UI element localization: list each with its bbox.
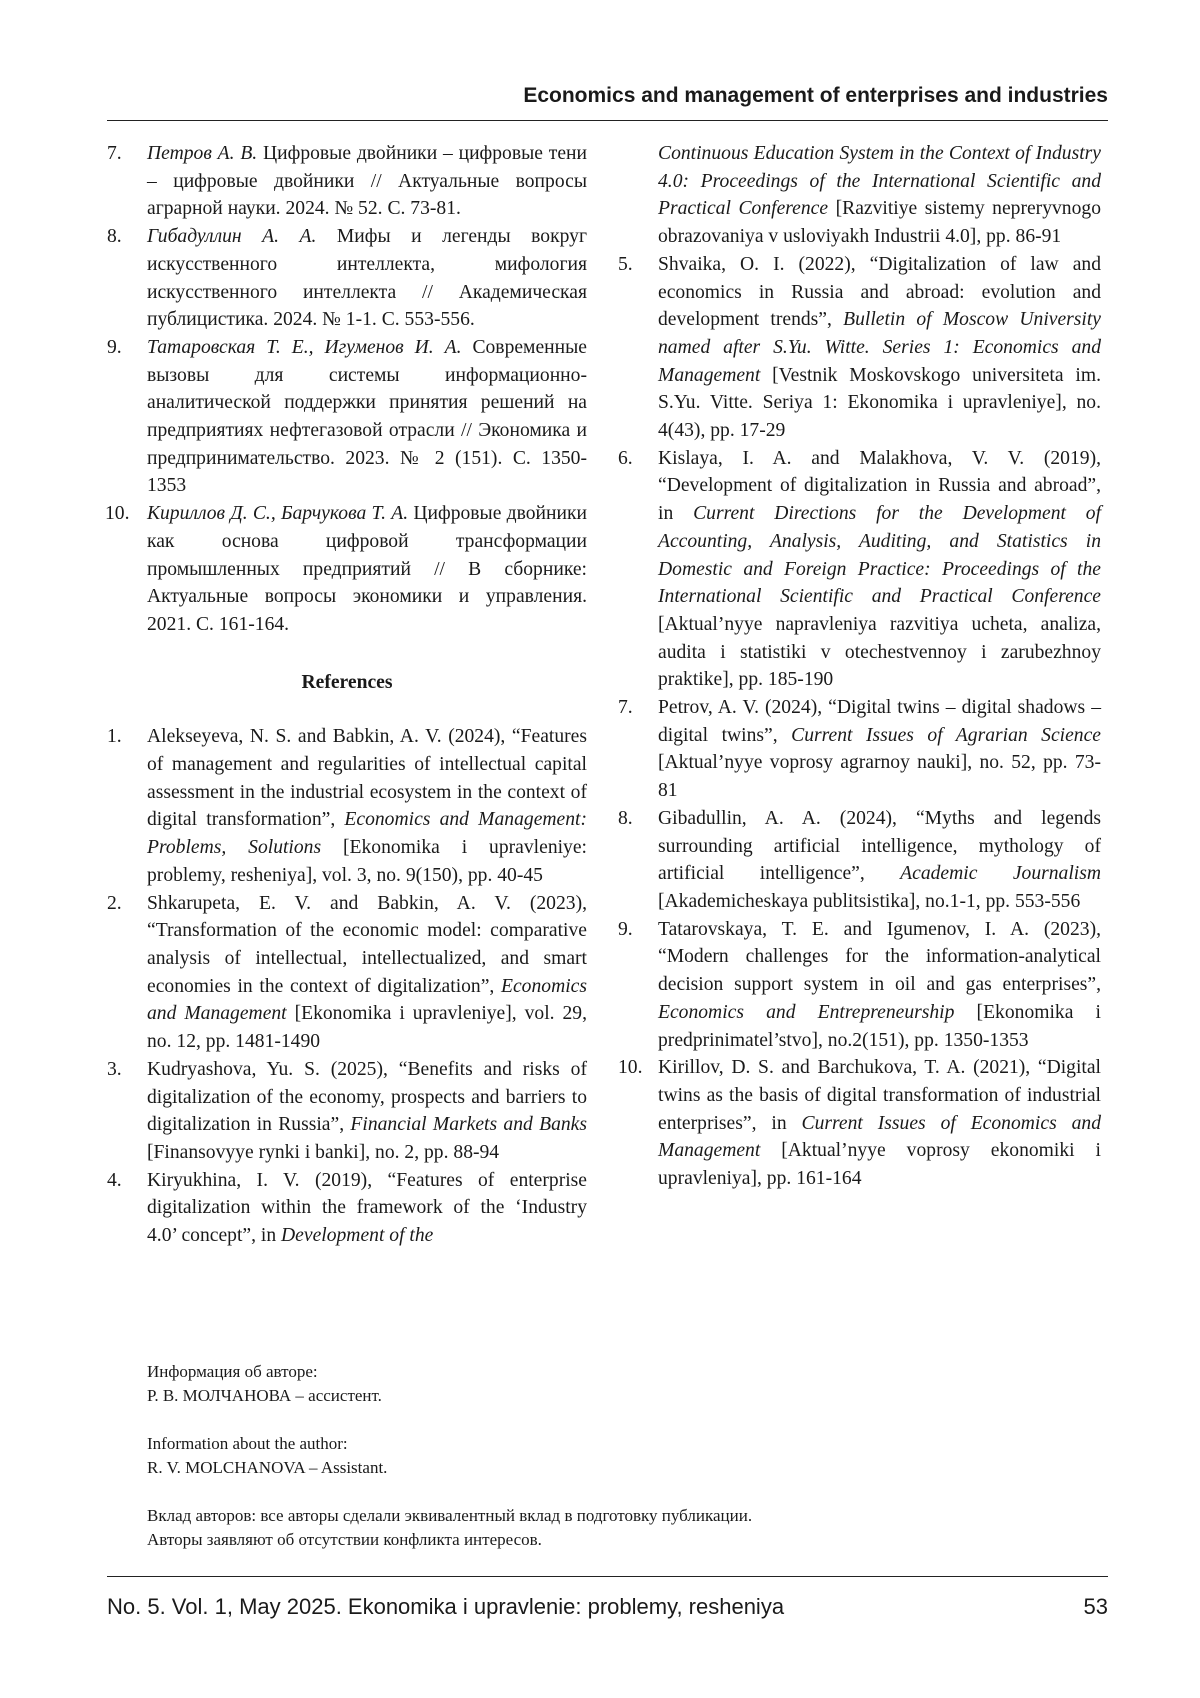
reference-item xyxy=(107,890,587,1056)
reference-text: Tatarovskaya, T. E. and Igumenov, I. A. (2023), “Modern challenges for the information-analytical decision support system in oil and gas enterprises”, xyxy=(658,919,1101,995)
footer-journal-info: No. 5. Vol. 1, May 2025. Ekonomika i upravlenie: problemy, resheniya xyxy=(107,1592,784,1622)
reference-number: 7. xyxy=(107,140,122,168)
reference-number: 8. xyxy=(107,223,122,251)
author-name-ru: Р. В. МОЛЧАНОВА – ассистент. xyxy=(147,1384,1047,1408)
reference-number: 1. xyxy=(107,723,122,751)
reference-details: [Aktual’nyye voprosy ekonomiki i upravleniya], pp. 161-164 xyxy=(658,1140,1101,1189)
reference-number: 6. xyxy=(618,445,633,473)
reference-item xyxy=(618,445,1101,694)
reference-text: Цифровые двойники как основа цифровой трансформации промышленных предприятий // В сборнике: Актуальные вопросы экономики и управления. 2021. С. 161-164. xyxy=(147,503,587,635)
russian-reference-list xyxy=(107,140,587,639)
reference-text: Petrov, A. V. (2024), “Digital twins – digital shadows – digital twins”, xyxy=(658,697,1101,746)
reference-item xyxy=(618,251,1101,445)
reference-text: Мифы и легенды вокруг искусственного интеллекта, мифология искусственного интеллекта // Академическая публицистика. 2024. № 1-1. С. 553-556. xyxy=(147,226,587,330)
reference-continuation xyxy=(618,140,1101,251)
journal-page xyxy=(0,0,1200,1698)
reference-journal: Current Directions for the Development of Accounting, Analysis, Auditing, and Statistics in Domestic and Foreign Practice: Proceedings of the International Scientific and Practical Conference xyxy=(658,503,1101,607)
reference-item xyxy=(618,694,1101,805)
reference-details: [Aktual’nyye napravleniya razvitiya ucheta, analiza, audita i statistiki v otechestvennoy i zarubezhnoy praktike], pp. 185-190 xyxy=(658,614,1101,690)
author-info xyxy=(147,1360,1047,1552)
reference-journal: Economics and Management xyxy=(147,976,587,1025)
reference-text: Alekseyeva, N. S. and Babkin, A. V. (2024), “Features of management and regularities of intellectual capital assessment in the industrial ecosystem in the context of digital transformation”, xyxy=(147,726,587,830)
running-header: Economics and management of enterprises and industries xyxy=(107,82,1108,110)
reference-authors: Петров А. В. xyxy=(147,143,257,164)
reference-item xyxy=(107,1056,587,1167)
reference-journal: Economics and Entrepreneurship xyxy=(658,1002,954,1023)
spacer xyxy=(147,1408,1047,1432)
reference-journal: Financial Markets and Banks xyxy=(350,1114,587,1135)
reference-journal: Development of the xyxy=(281,1225,433,1246)
right-column xyxy=(618,140,1101,1193)
reference-text: Shkarupeta, E. V. and Babkin, A. V. (2023), “Transformation of the economic model: comparative analysis of intellectual, intellectualized, and smart economies in the context of digitalization”, xyxy=(147,893,587,997)
author-name-en: R. V. MOLCHANOVA – Assistant. xyxy=(147,1456,1047,1480)
reference-number: 9. xyxy=(618,916,633,944)
reference-number: 10. xyxy=(105,500,130,528)
reference-details: [Ekonomika i upravleniye: problemy, resheniya], vol. 3, no. 9(150), pp. 40-45 xyxy=(147,837,587,886)
reference-number: 8. xyxy=(618,805,633,833)
reference-text: Shvaika, O. I. (2022), “Digitalization of law and economics in Russia and abroad: evolution and development trends”, xyxy=(658,254,1101,330)
reference-details: [Ekonomika i upravleniye], vol. 29, no. 12, pp. 1481-1490 xyxy=(147,1003,587,1052)
reference-number: 10. xyxy=(618,1054,643,1082)
reference-number: 2. xyxy=(107,890,122,918)
english-reference-list xyxy=(107,723,587,1249)
left-column xyxy=(107,140,587,1250)
reference-text: Цифровые двойники – цифровые тени – цифровые двойники // Актуальные вопросы аграрной науки. 2024. № 52. С. 73-81. xyxy=(147,143,587,219)
conflict-of-interest: Авторы заявляют об отсутствии конфликта интересов. xyxy=(147,1528,1047,1552)
reference-item xyxy=(107,1167,587,1250)
reference-item xyxy=(107,140,587,223)
reference-text: Kudryashova, Yu. S. (2025), “Benefits and risks of digitalization of the economy, prospects and barriers to digitalization in Russia”, xyxy=(147,1059,587,1135)
reference-item xyxy=(618,916,1101,1055)
reference-journal: Economics and Management: Problems, Solutions xyxy=(147,809,587,858)
footer-rule xyxy=(107,1576,1108,1577)
reference-text: Kiryukhina, I. V. (2019), “Features of enterprise digitalization within the framework of the ‘Industry 4.0’ concept”, in xyxy=(147,1170,587,1246)
spacer xyxy=(147,1480,1047,1504)
reference-number: 7. xyxy=(618,694,633,722)
reference-journal: Academic Journalism xyxy=(900,863,1101,884)
reference-text: Gibadullin, A. A. (2024), “Myths and legends surrounding artificial intelligence, mythology of artificial intelligence”, xyxy=(658,808,1101,884)
reference-item xyxy=(618,1054,1101,1193)
reference-authors: Татаровская Т. Е., Игуменов И. А. xyxy=(147,337,462,358)
author-heading-en: Information about the author: xyxy=(147,1432,1047,1456)
reference-text: Kislaya, I. A. and Malakhova, V. V. (2019), “Development of digitalization in Russia and abroad”, in xyxy=(658,448,1101,524)
reference-details: [Vestnik Moskovskogo universiteta im. S.Yu. Vitte. Seriya 1: Ekonomika i upravleniye], no. 4(43), pp. 17-29 xyxy=(658,365,1101,441)
reference-details: [Aktual’nyye voprosy agrarnoy nauki], no. 52, pp. 73-81 xyxy=(658,752,1101,801)
reference-authors: Кириллов Д. С., Барчукова Т. А. xyxy=(147,503,408,524)
reference-details: [Razvitiye sistemy nepreryvnogo obrazovaniya v usloviyakh Industrii 4.0], pp. 86-91 xyxy=(658,198,1101,247)
english-reference-list-continued xyxy=(618,251,1101,1193)
page-number: 53 xyxy=(1084,1592,1108,1622)
reference-text: Kirillov, D. S. and Barchukova, T. A. (2021), “Digital twins as the basis of digital transformation of industrial enterprises”, in xyxy=(658,1057,1101,1133)
reference-number: 3. xyxy=(107,1056,122,1084)
author-heading-ru: Информация об авторе: xyxy=(147,1360,1047,1384)
reference-details: [Akademicheskaya publitsistika], no.1-1, pp. 553-556 xyxy=(658,891,1080,912)
reference-item xyxy=(107,500,587,639)
reference-journal: Bulletin of Moscow University named after S.Yu. Witte. Series 1: Economics and Management xyxy=(658,309,1101,385)
reference-item xyxy=(107,223,587,334)
reference-item xyxy=(107,723,587,889)
reference-number: 9. xyxy=(107,334,122,362)
reference-number: 5. xyxy=(618,251,633,279)
reference-journal: Current Issues of Economics and Management xyxy=(658,1113,1101,1162)
authors-contribution: Вклад авторов: все авторы сделали эквивалентный вклад в подготовку публикации. xyxy=(147,1504,1047,1528)
reference-item xyxy=(618,805,1101,916)
reference-details: [Ekonomika i predprinimatel’stvo], no.2(151), pp. 1350-1353 xyxy=(658,1002,1101,1051)
header-rule xyxy=(107,120,1108,121)
reference-item xyxy=(107,334,587,500)
reference-journal: Current Issues of Agrarian Science xyxy=(791,725,1101,746)
reference-details: [Finansovyye rynki i banki], no. 2, pp. 88-94 xyxy=(147,1142,499,1163)
reference-text: Современные вызовы для системы информационно-аналитической поддержки принятия решений на предприятиях нефтегазовой отрасли // Экономика и предпринимательство. 2023. № 2 (151). С. 1350-1353 xyxy=(147,337,587,497)
reference-number: 4. xyxy=(107,1167,122,1195)
reference-journal: Continuous Education System in the Context of Industry 4.0: Proceedings of the International Scientific and Practical Conference xyxy=(658,143,1101,219)
reference-authors: Гибадуллин А. А. xyxy=(147,226,316,247)
references-heading: References xyxy=(107,669,587,697)
